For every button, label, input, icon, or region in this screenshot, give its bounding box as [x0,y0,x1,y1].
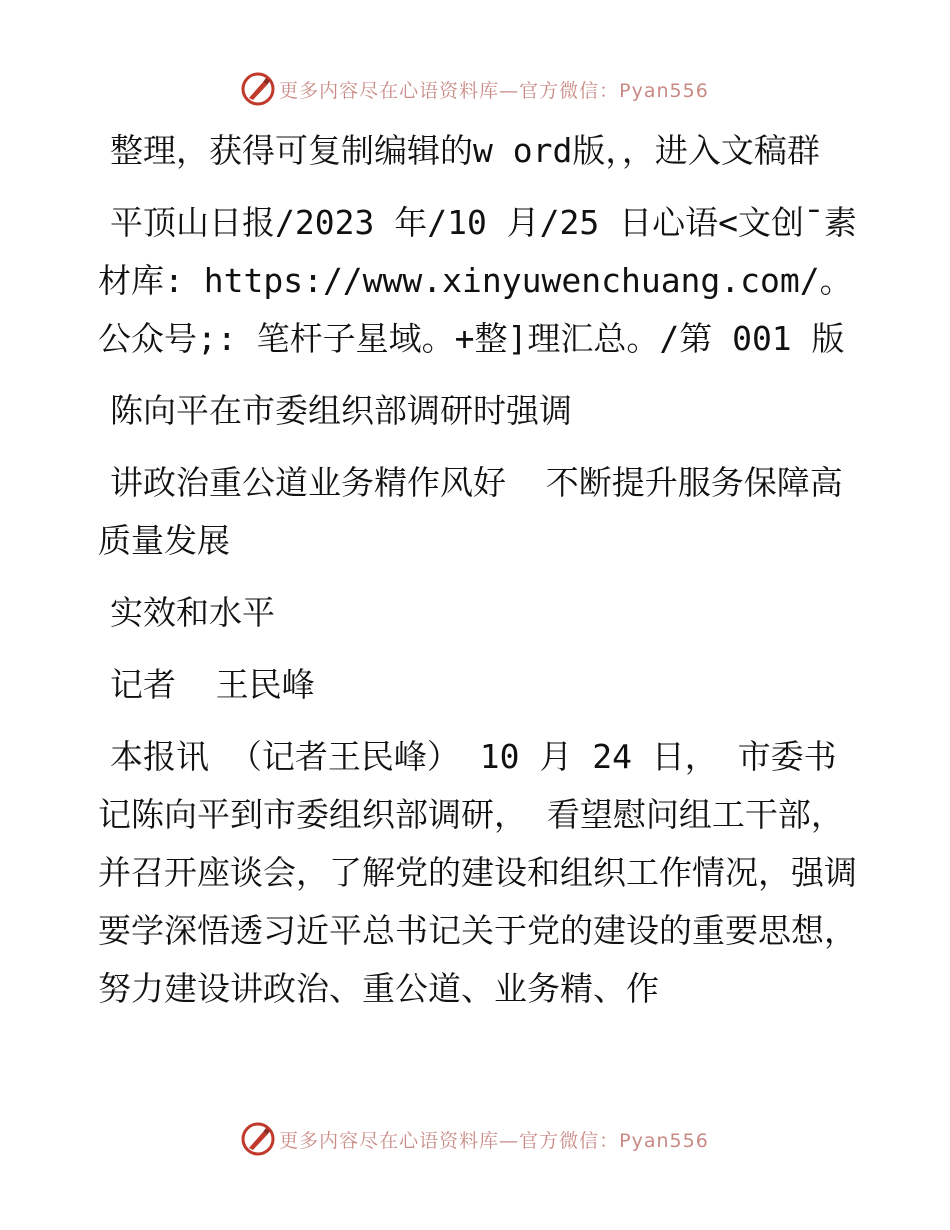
headline-sub: 实效和水平 [110,593,275,632]
header-banner [0,72,950,106]
wechat-id: Pyan556 [619,1129,709,1152]
headline-lead: 陈向平在市委组织部调研时强调 [110,391,572,430]
byline: 记者 王民峰 [110,665,315,704]
pen-logo-icon [241,72,275,106]
footer-banner [0,1122,950,1156]
banner-text: 更多内容尽在心语资料库—官方微信：Pyan556 [279,79,709,102]
document-body [98,122,858,1032]
paragraph-intro: 整理，获得可复制编辑的w ord版，，进入文稿群 [110,131,820,170]
wechat-id: Pyan556 [619,79,709,102]
pen-logo-icon [241,1122,275,1156]
paragraph-source: 平顶山日报/2023 年/10 月/25 日心语<文创¯素材库: https://www.xinyuwenchuang.com/。公众号;: 笔杆子星域。+整]理汇总。/第 001 版 [98,203,857,358]
banner-text: 更多内容尽在心语资料库—官方微信：Pyan556 [279,1129,709,1152]
paragraph-body: 本报讯 （记者王民峰） 10 月 24 日， 市委书记陈向平到市委组织部调研， 看望慰问组工干部，并召开座谈会，了解党的建设和组织工作情况，强调要学深悟透习近平总书记关于党的建设的重要思想，努力建设讲政治、重公道、业务精、作 [98,737,857,1008]
headline-main: 讲政治重公道业务精作风好 不断提升服务保障高质量发展 [98,463,843,560]
